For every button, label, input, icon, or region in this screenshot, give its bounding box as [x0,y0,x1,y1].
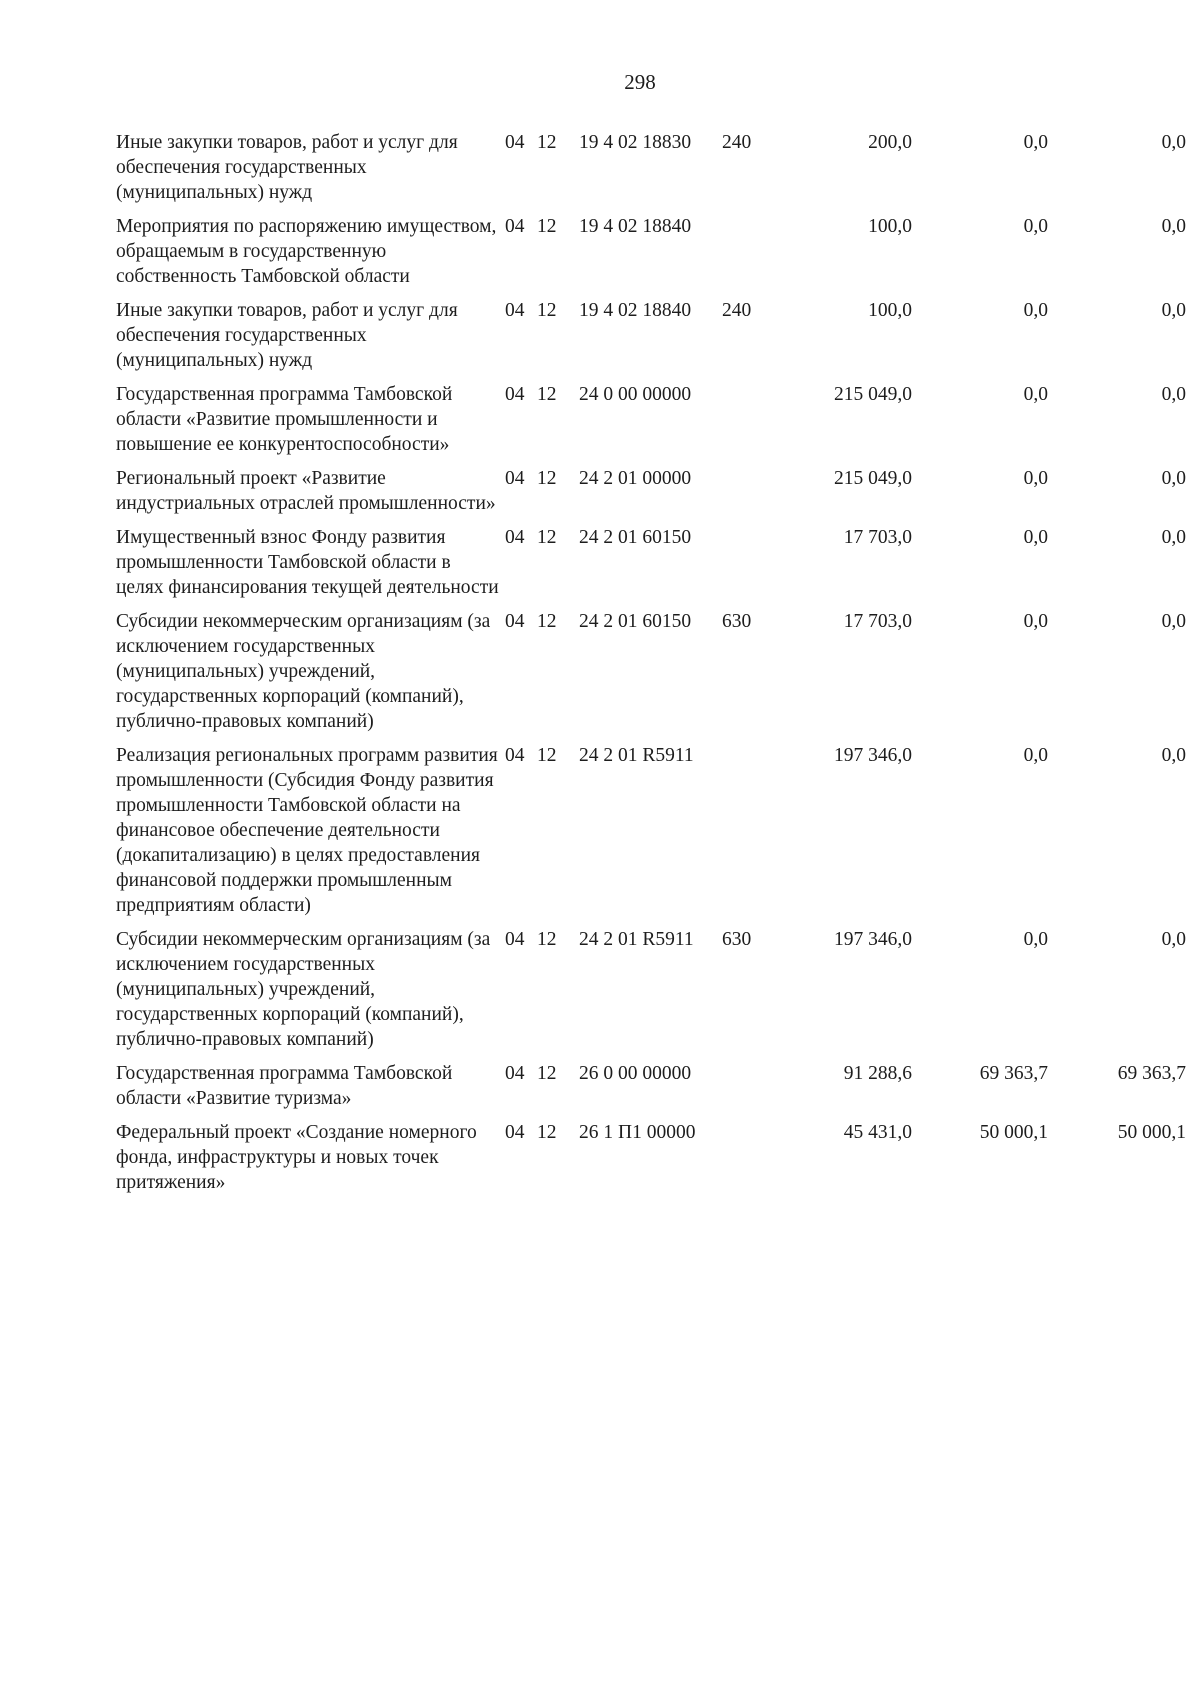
amount-year-1: 45 431,0 [843,1122,912,1143]
budget-table [116,130,1186,1204]
expense-type-code: 630 [722,611,752,632]
amount-year-2: 0,0 [1023,929,1048,950]
amount-year-2: 69 363,7 [979,1063,1048,1084]
target-article-code: 24 2 01 R5911 [579,745,694,766]
row-name: Федеральный проект «Создание номерного фонда, инфраструктуры и новых точек притяжения» [116,1122,477,1193]
amount-year-2: 50 000,1 [979,1122,1048,1143]
expense-type-code [722,1061,772,1120]
page-number: 298 [624,70,656,94]
subsection-code: 12 [537,611,557,632]
expense-type-code: 240 [722,300,752,321]
table-row [116,382,1186,466]
amount-year-2: 0,0 [1023,300,1048,321]
amount-year-3: 0,0 [1161,611,1186,632]
amount-year-2: 0,0 [1023,384,1048,405]
section-code: 04 [505,745,525,766]
amount-year-2: 0,0 [1023,468,1048,489]
section-code: 04 [505,468,525,489]
target-article-code: 19 4 02 18830 [579,132,692,153]
amount-year-1: 197 346,0 [834,929,912,950]
amount-year-1: 215 049,0 [834,468,912,489]
table-row [116,298,1186,382]
amount-year-3: 0,0 [1161,300,1186,321]
target-article-code: 26 0 00 00000 [579,1063,692,1084]
amount-year-1: 100,0 [868,300,912,321]
amount-year-1: 197 346,0 [834,745,912,766]
subsection-code: 12 [537,216,557,237]
expense-type-code [722,525,772,609]
target-article-code: 19 4 02 18840 [579,216,692,237]
subsection-code: 12 [537,300,557,321]
amount-year-3: 0,0 [1161,132,1186,153]
row-name: Реализация региональных программ развития промышленности (Субсидия Фонду развития промышленности Тамбовской области на финансовое обеспечение деятельности (докапитализацию) в целях предоставления финансовой поддержки промышленным предприятиям области) [116,745,498,916]
section-code: 04 [505,1063,525,1084]
expense-type-code [722,1120,772,1204]
expense-type-code [722,466,772,525]
section-code: 04 [505,527,525,548]
target-article-code: 24 2 01 60150 [579,611,692,632]
target-article-code: 19 4 02 18840 [579,300,692,321]
section-code: 04 [505,929,525,950]
row-name: Иные закупки товаров, работ и услуг для обеспечения государственных (муниципальных) нужд [116,300,458,371]
table-body [116,130,1186,1204]
subsection-code: 12 [537,384,557,405]
amount-year-1: 215 049,0 [834,384,912,405]
amount-year-1: 100,0 [868,216,912,237]
row-name: Региональный проект «Развитие индустриальных отраслей промышленности» [116,468,496,514]
target-article-code: 24 2 01 60150 [579,527,692,548]
amount-year-2: 0,0 [1023,611,1048,632]
subsection-code: 12 [537,468,557,489]
table-row [116,927,1186,1061]
row-name: Государственная программа Тамбовской области «Развитие промышленности и повышение ее конкурентоспособности» [116,384,453,455]
section-code: 04 [505,611,525,632]
table-row [116,466,1186,525]
amount-year-3: 0,0 [1161,929,1186,950]
table-row [116,743,1186,927]
section-code: 04 [505,132,525,153]
table-row [116,525,1186,609]
row-name: Субсидии некоммерческим организациям (за исключением государственных (муниципальных) учреждений, государственных корпораций (компаний), публично-правовых компаний) [116,611,491,732]
amount-year-3: 0,0 [1161,216,1186,237]
target-article-code: 24 2 01 R5911 [579,929,694,950]
amount-year-1: 200,0 [868,132,912,153]
target-article-code: 26 1 П1 00000 [579,1122,696,1143]
section-code: 04 [505,384,525,405]
expense-type-code: 240 [722,132,752,153]
subsection-code: 12 [537,1063,557,1084]
target-article-code: 24 2 01 00000 [579,468,692,489]
section-code: 04 [505,300,525,321]
amount-year-1: 17 703,0 [843,527,912,548]
expense-type-code [722,382,772,466]
row-name: Имущественный взнос Фонду развития промышленности Тамбовской области в целях финансирования текущей деятельности [116,527,499,598]
amount-year-2: 0,0 [1023,132,1048,153]
expense-type-code [722,214,772,298]
section-code: 04 [505,1122,525,1143]
table-row [116,214,1186,298]
row-name: Государственная программа Тамбовской области «Развитие туризма» [116,1063,453,1109]
table-row [116,130,1186,214]
target-article-code: 24 0 00 00000 [579,384,692,405]
amount-year-3: 0,0 [1161,384,1186,405]
subsection-code: 12 [537,1122,557,1143]
subsection-code: 12 [537,745,557,766]
subsection-code: 12 [537,527,557,548]
amount-year-3: 69 363,7 [1117,1063,1186,1084]
expense-type-code [722,743,772,927]
row-name: Субсидии некоммерческим организациям (за исключением государственных (муниципальных) учреждений, государственных корпораций (компаний), публично-правовых компаний) [116,929,491,1050]
subsection-code: 12 [537,929,557,950]
amount-year-2: 0,0 [1023,216,1048,237]
row-name: Мероприятия по распоряжению имуществом, обращаемым в государственную собственность Тамбовской области [116,216,497,287]
amount-year-3: 0,0 [1161,745,1186,766]
row-name: Иные закупки товаров, работ и услуг для обеспечения государственных (муниципальных) нужд [116,132,458,203]
amount-year-2: 0,0 [1023,527,1048,548]
amount-year-3: 0,0 [1161,527,1186,548]
expense-type-code: 630 [722,929,752,950]
table-row [116,1061,1186,1120]
amount-year-1: 91 288,6 [843,1063,912,1084]
amount-year-3: 0,0 [1161,468,1186,489]
amount-year-1: 17 703,0 [843,611,912,632]
section-code: 04 [505,216,525,237]
subsection-code: 12 [537,132,557,153]
amount-year-3: 50 000,1 [1117,1122,1186,1143]
amount-year-2: 0,0 [1023,745,1048,766]
table-row [116,609,1186,743]
table-row [116,1120,1186,1204]
